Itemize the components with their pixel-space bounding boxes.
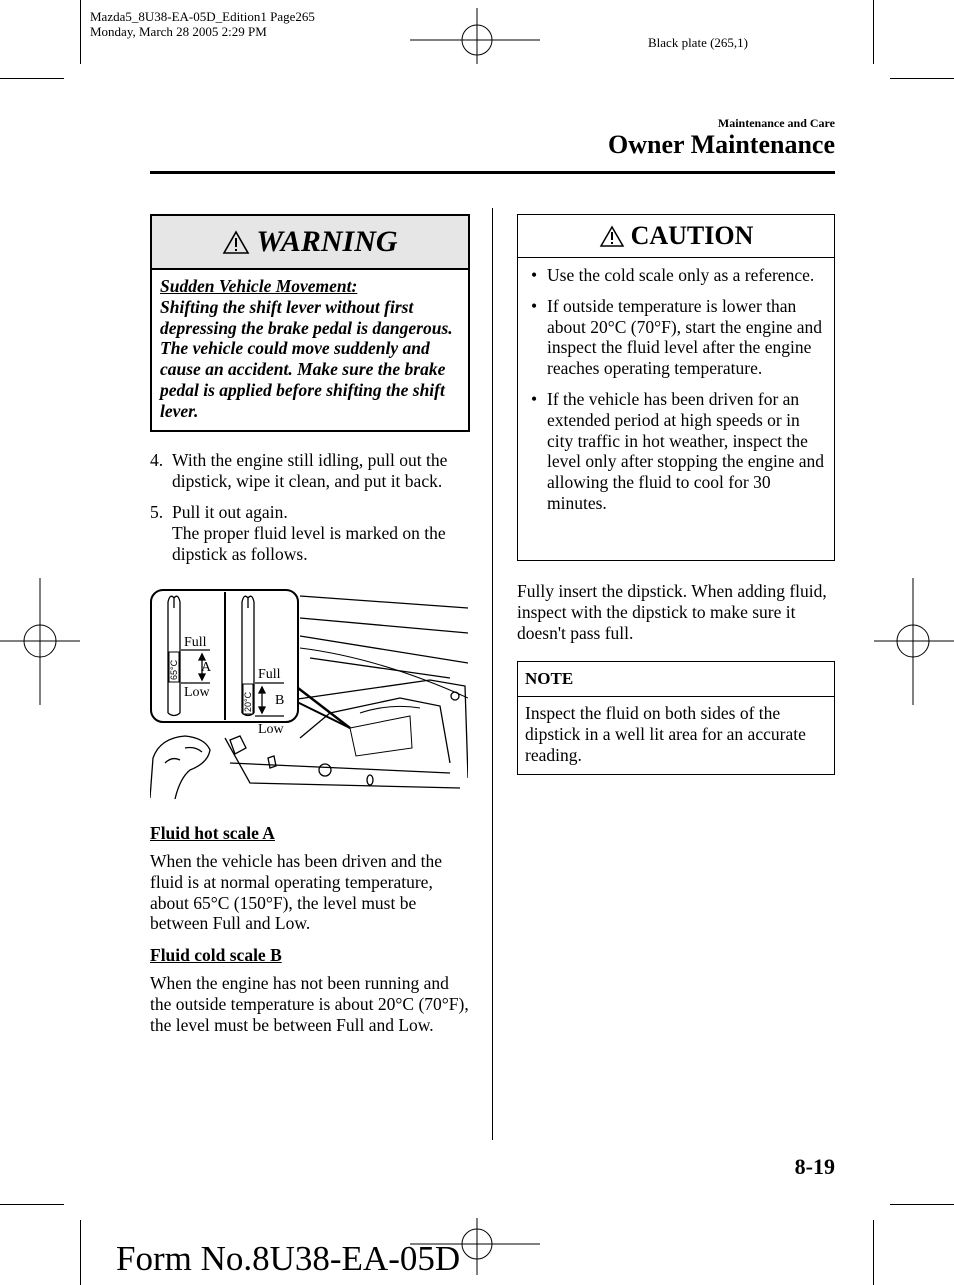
note-title: NOTE	[518, 662, 834, 697]
hot-scale-heading: Fluid hot scale A	[150, 823, 275, 843]
print-job-date: Monday, March 28 2005 2:29 PM	[90, 24, 267, 39]
hot-scale-text: When the vehicle has been driven and the fluid is at normal operating temperature, about 65°C (150°F), the level must be between Full and Low.	[150, 851, 443, 934]
step-text: With the engine still idling, pull out the dipstick, wipe it clean, and put it back.	[172, 450, 448, 491]
warning-header	[152, 216, 468, 270]
page-number: 8-19	[794, 1154, 835, 1179]
insert-dipstick-text: Fully insert the dipstick. When adding fluid, inspect with the dipstick to make sure it doesn't pass full.	[517, 581, 827, 643]
step-4	[150, 450, 470, 492]
scale-a-full-label: Full	[184, 635, 207, 650]
step-text-continued: The proper fluid level is marked on the dipstick as follows.	[172, 522, 446, 564]
step-5	[150, 502, 470, 564]
step-text: Pull it out again.	[172, 502, 288, 522]
dipstick-illustration	[150, 588, 468, 800]
list-item: • Use the cold scale only as a reference.	[531, 265, 815, 285]
cold-scale-heading: Fluid cold scale B	[150, 945, 282, 965]
column-divider	[492, 208, 493, 1140]
warning-lead: Sudden Vehicle Movement:	[160, 276, 358, 296]
section-rule	[150, 171, 835, 174]
caution-list	[518, 258, 834, 514]
scale-b-letter: B	[275, 693, 285, 708]
caution-header	[518, 215, 834, 258]
note-box	[517, 661, 835, 775]
scale-b-full-label: Full	[258, 667, 281, 682]
print-job-filename: Mazda5_8U38-EA-05D_Edition1 Page265	[90, 9, 315, 24]
scale-a-letter: A	[201, 660, 212, 675]
section-category: Maintenance and Care	[717, 116, 835, 130]
warning-box	[150, 214, 470, 432]
form-number: Form No.8U38-EA-05D	[116, 1239, 461, 1278]
scale-b-low-label: Low	[258, 722, 284, 737]
scale-a-temp: 65°C	[169, 659, 179, 680]
scale-b-temp: 20°C	[243, 691, 253, 712]
scale-a-low-label: Low	[184, 685, 210, 700]
cold-scale-text: When the engine has not been running and the outside temperature is about 20°C (70°F), the level must be between Full and Low.	[150, 973, 469, 1035]
caution-box	[517, 214, 835, 561]
list-item: • If the vehicle has been driven for an extended period at high speeds or in city traffic in hot weather, inspect the level only after stopping the engine and allowing the fluid to cool for 30 minutes.	[531, 388, 825, 513]
step-number: 5.	[150, 502, 164, 522]
note-text: Inspect the fluid on both sides of the dipstick in a well lit area for an accurate reading.	[525, 703, 806, 765]
warning-title: WARNING	[256, 225, 398, 258]
warning-text: Shifting the shift lever without first depressing the brake pedal is dangerous. The vehicle could move suddenly and cause an accident. Make sure the brake pedal is applied before shifting the shift lever.	[160, 296, 453, 421]
step-number: 4.	[150, 450, 164, 470]
plate-label: Black plate (265,1)	[648, 35, 748, 50]
warning-triangle-icon	[222, 230, 250, 255]
page-title: Owner Maintenance	[608, 130, 835, 159]
caution-title: CAUTION	[630, 221, 754, 250]
list-item: • If outside temperature is lower than about 20°C (70°F), start the engine and inspect the fluid level after the engine reaches operating temperature.	[531, 295, 822, 379]
warning-body	[152, 270, 468, 428]
caution-triangle-icon	[599, 225, 625, 248]
